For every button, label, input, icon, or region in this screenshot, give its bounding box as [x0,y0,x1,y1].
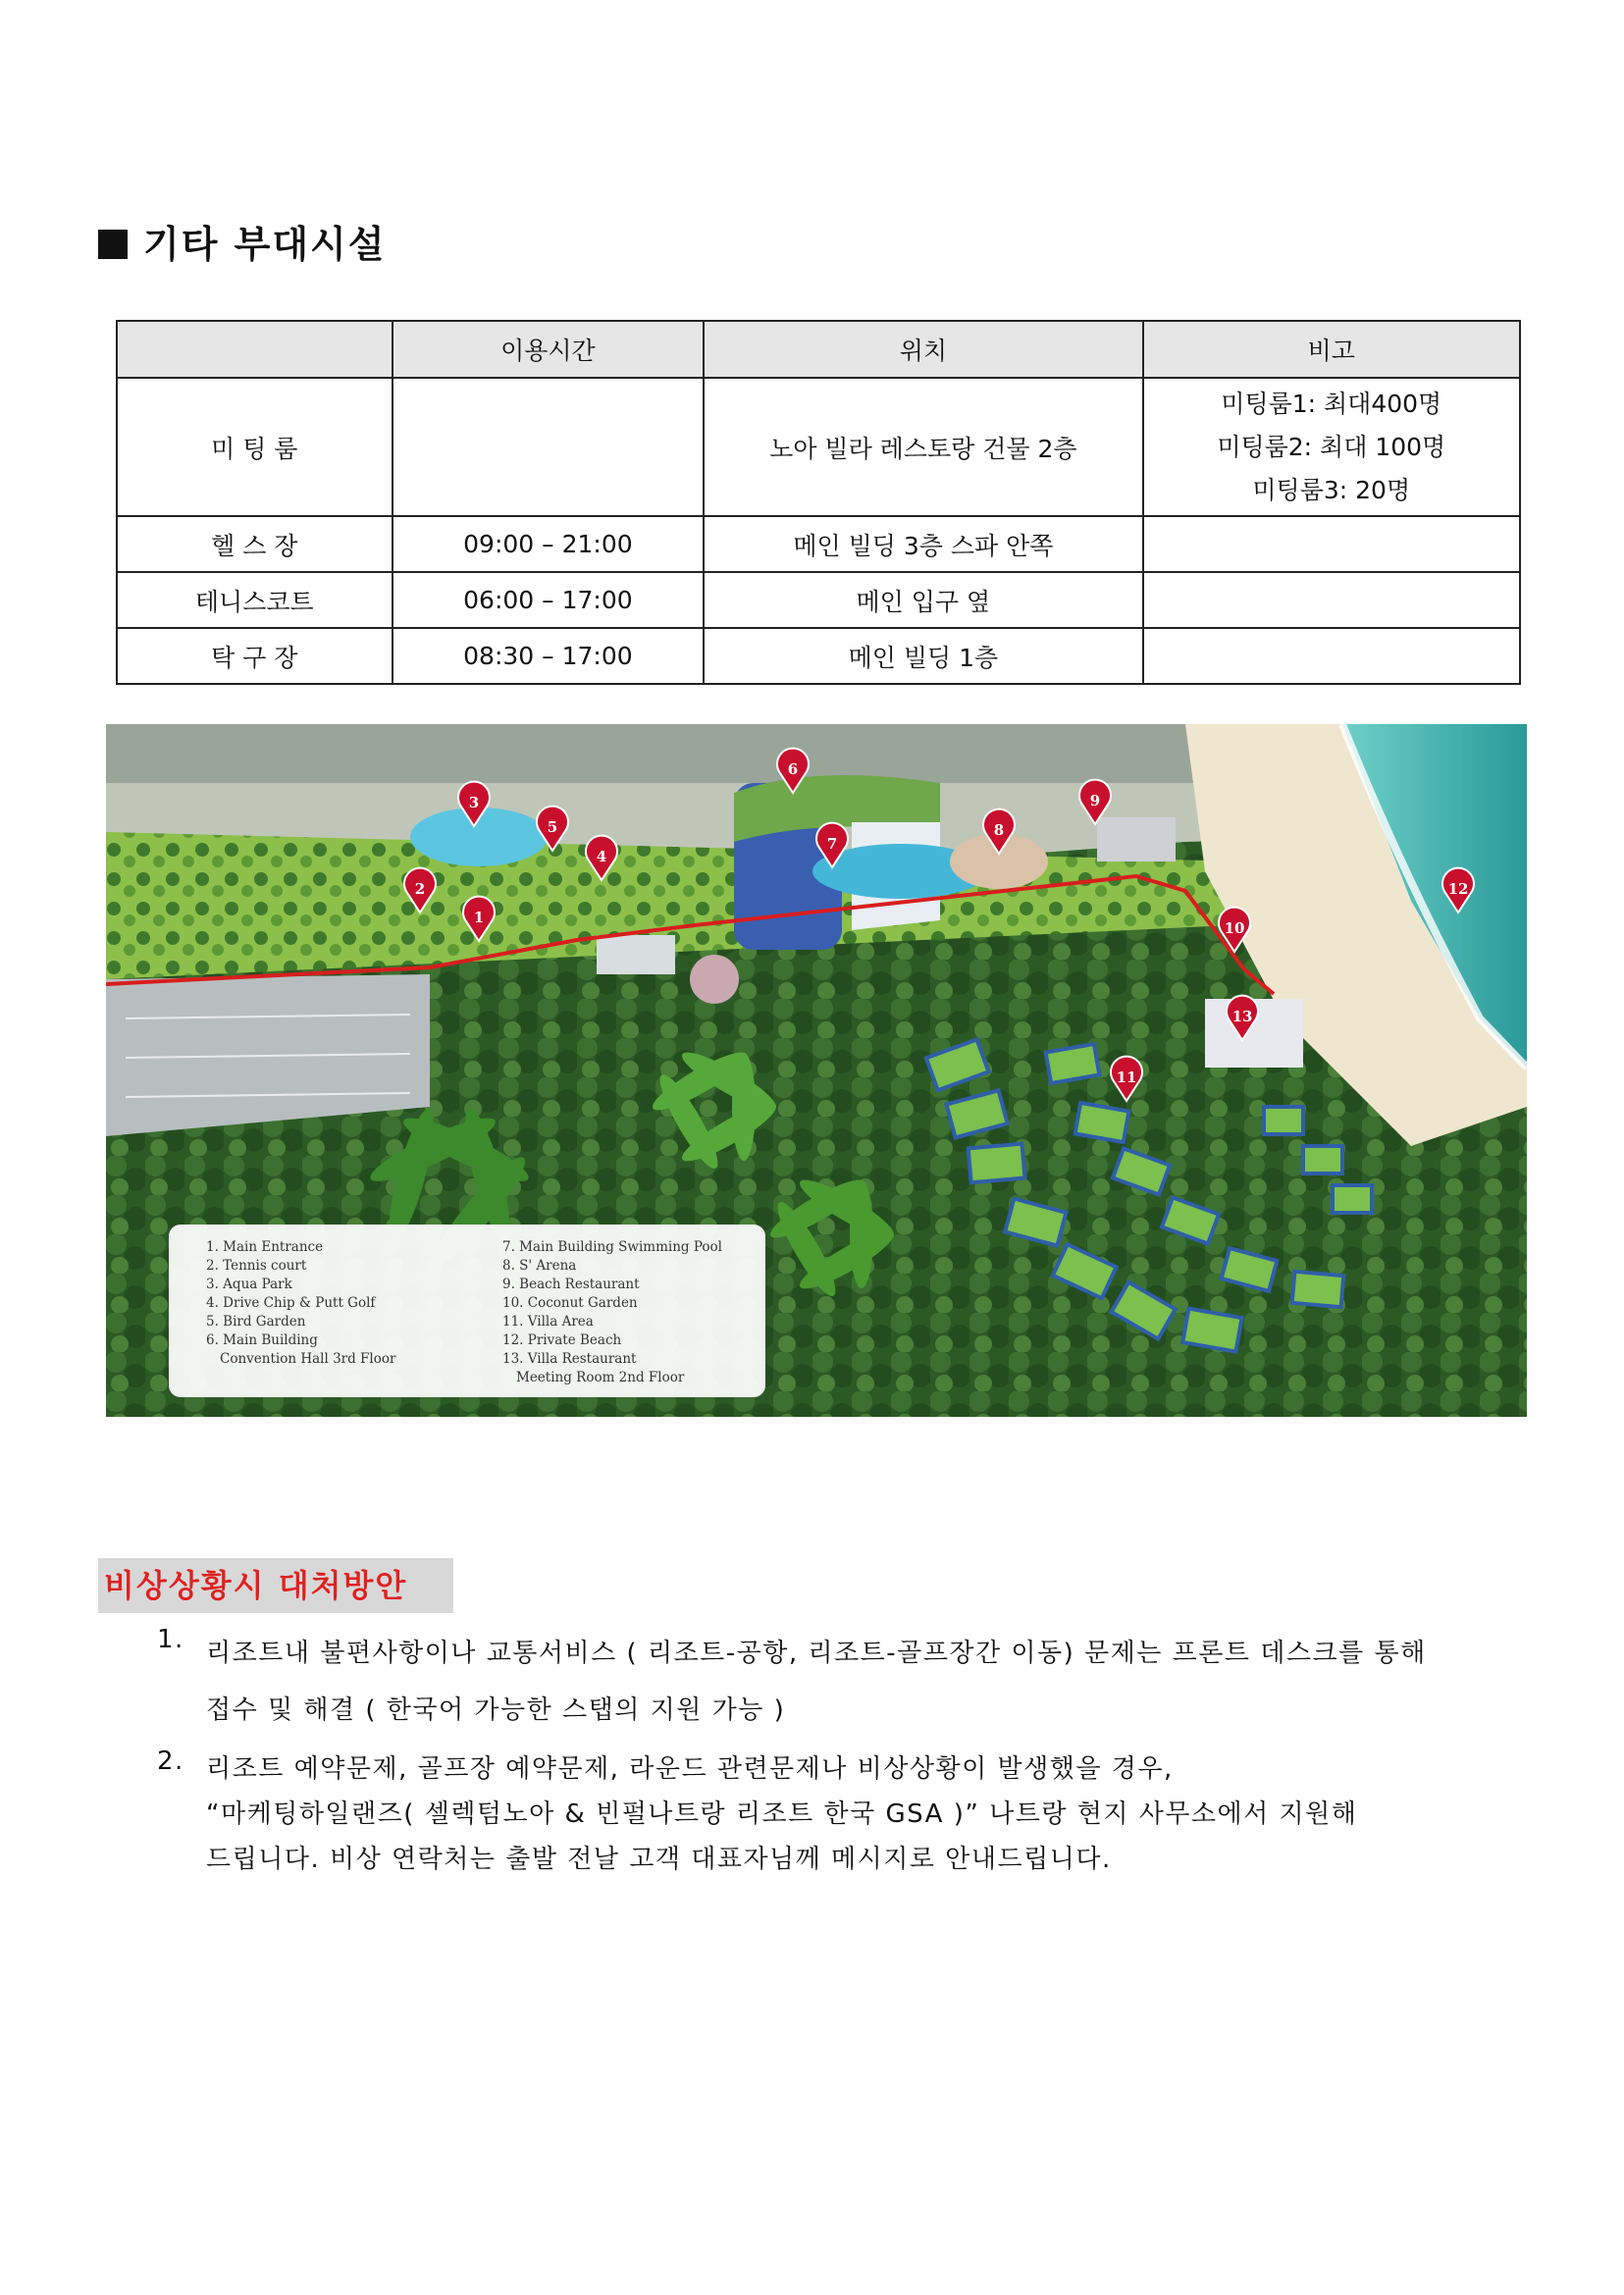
facility-location: 메인 빌딩 1층 [704,628,1142,684]
facility-hours: 06:00 – 17:00 [393,572,705,628]
facility-name: 미 팅 룸 [117,378,393,516]
header-cell [117,321,393,378]
legend-item: 10. Coconut Garden [502,1295,638,1311]
header-cell: 비고 [1143,321,1520,378]
facility-notes [1143,516,1520,572]
legend-item: 8. S' Arena [502,1258,577,1274]
table-row [117,628,1520,684]
facility-hours: 09:00 – 21:00 [393,516,705,572]
facility-name: 탁 구 장 [117,628,393,684]
legend-item: Convention Hall 3rd Floor [220,1351,396,1367]
map-pin-label: 4 [596,848,607,865]
legend-right-column [502,1238,722,1387]
table-row [117,378,1520,516]
list-item [157,1625,1531,1739]
table-row [117,516,1520,572]
facility-hours [393,378,705,516]
map-pin-label: 9 [1089,792,1101,809]
facility-notes [1143,572,1520,628]
list-line: 접수 및 해결 ( 한국어 가능한 스탭의 지원 가능 ) [206,1695,786,1725]
legend-left-column [206,1238,395,1369]
map-pin-label: 6 [787,760,799,778]
map-pin-label: 7 [826,835,838,853]
map-legend [169,1225,765,1397]
list-line: 리조트 예약문제, 골프장 예약문제, 라운드 관련문제나 비상상황이 발생했을 경우, [206,1754,1174,1784]
list-item [157,1747,1531,1882]
facility-hours: 08:30 – 17:00 [393,628,705,684]
legend-item: 3. Aqua Park [206,1277,292,1292]
square-bullet-icon [98,230,128,259]
header-cell: 이용시간 [393,321,705,378]
facility-name: 테니스코트 [117,572,393,628]
map-pin-label: 11 [1116,1069,1137,1086]
facility-notes [1143,628,1520,684]
table-header-row [117,321,1520,378]
legend-item: 7. Main Building Swimming Pool [502,1239,722,1255]
note-line: 미팅룸2: 최대 100명 [1217,432,1446,461]
list-number: 2. [157,1747,184,1776]
map-pin-label: 13 [1231,1008,1253,1025]
legend-item: 1. Main Entrance [206,1239,324,1255]
note-line: 미팅룸1: 최대400명 [1221,389,1442,418]
facility-location: 노아 빌라 레스토랑 건물 2층 [704,378,1142,516]
legend-item: 5. Bird Garden [206,1314,306,1330]
map-pin-label: 12 [1447,880,1469,898]
list-line: 드립니다. 비상 연락처는 출발 전날 고객 대표자님께 메시지로 안내드립니다. [206,1845,1112,1874]
map-pin-label: 2 [414,880,426,898]
facility-notes [1143,378,1520,516]
section-title [98,214,386,268]
legend-item: 12. Private Beach [502,1332,622,1348]
facility-name: 헬 스 장 [117,516,393,572]
map-pin-label: 3 [468,794,480,811]
map-pin-label: 5 [547,818,558,836]
header-cell: 위치 [704,321,1142,378]
facility-location: 메인 입구 옆 [704,572,1142,628]
section-title-text: 기타 부대시설 [143,223,387,266]
emergency-list [157,1625,1531,1882]
legend-item: 2. Tennis court [206,1258,307,1274]
legend-item: Meeting Room 2nd Floor [516,1370,685,1385]
resort-map [106,724,1527,1417]
list-line: 리조트내 불편사항이나 교통서비스 ( 리조트-공항, 리조트-골프장간 이동) 문제는 프론트 데스크를 통해 [206,1639,1427,1668]
legend-item: 11. Villa Area [502,1314,594,1330]
legend-item: 4. Drive Chip & Putt Golf [206,1295,376,1311]
list-line: “마케팅하일랜즈( 셀렉텀노아 & 빈펄나트랑 리조트 한국 GSA )” 나트랑 현지 사무소에서 지원해 [206,1799,1358,1829]
emergency-title: 비상상황시 대처방안 [98,1558,453,1613]
facility-location: 메인 빌딩 3층 스파 안쪽 [704,516,1142,572]
table-row [117,572,1520,628]
map-pin-label: 8 [993,821,1005,839]
legend-item: 13. Villa Restaurant [502,1351,637,1367]
legend-item: 9. Beach Restaurant [502,1277,640,1292]
map-pin-label: 1 [473,909,485,926]
facility-table [116,320,1521,685]
list-number: 1. [157,1625,184,1654]
map-pin-label: 10 [1224,919,1245,937]
legend-item: 6. Main Building [206,1332,318,1348]
note-line: 미팅룸3: 20명 [1252,475,1411,504]
